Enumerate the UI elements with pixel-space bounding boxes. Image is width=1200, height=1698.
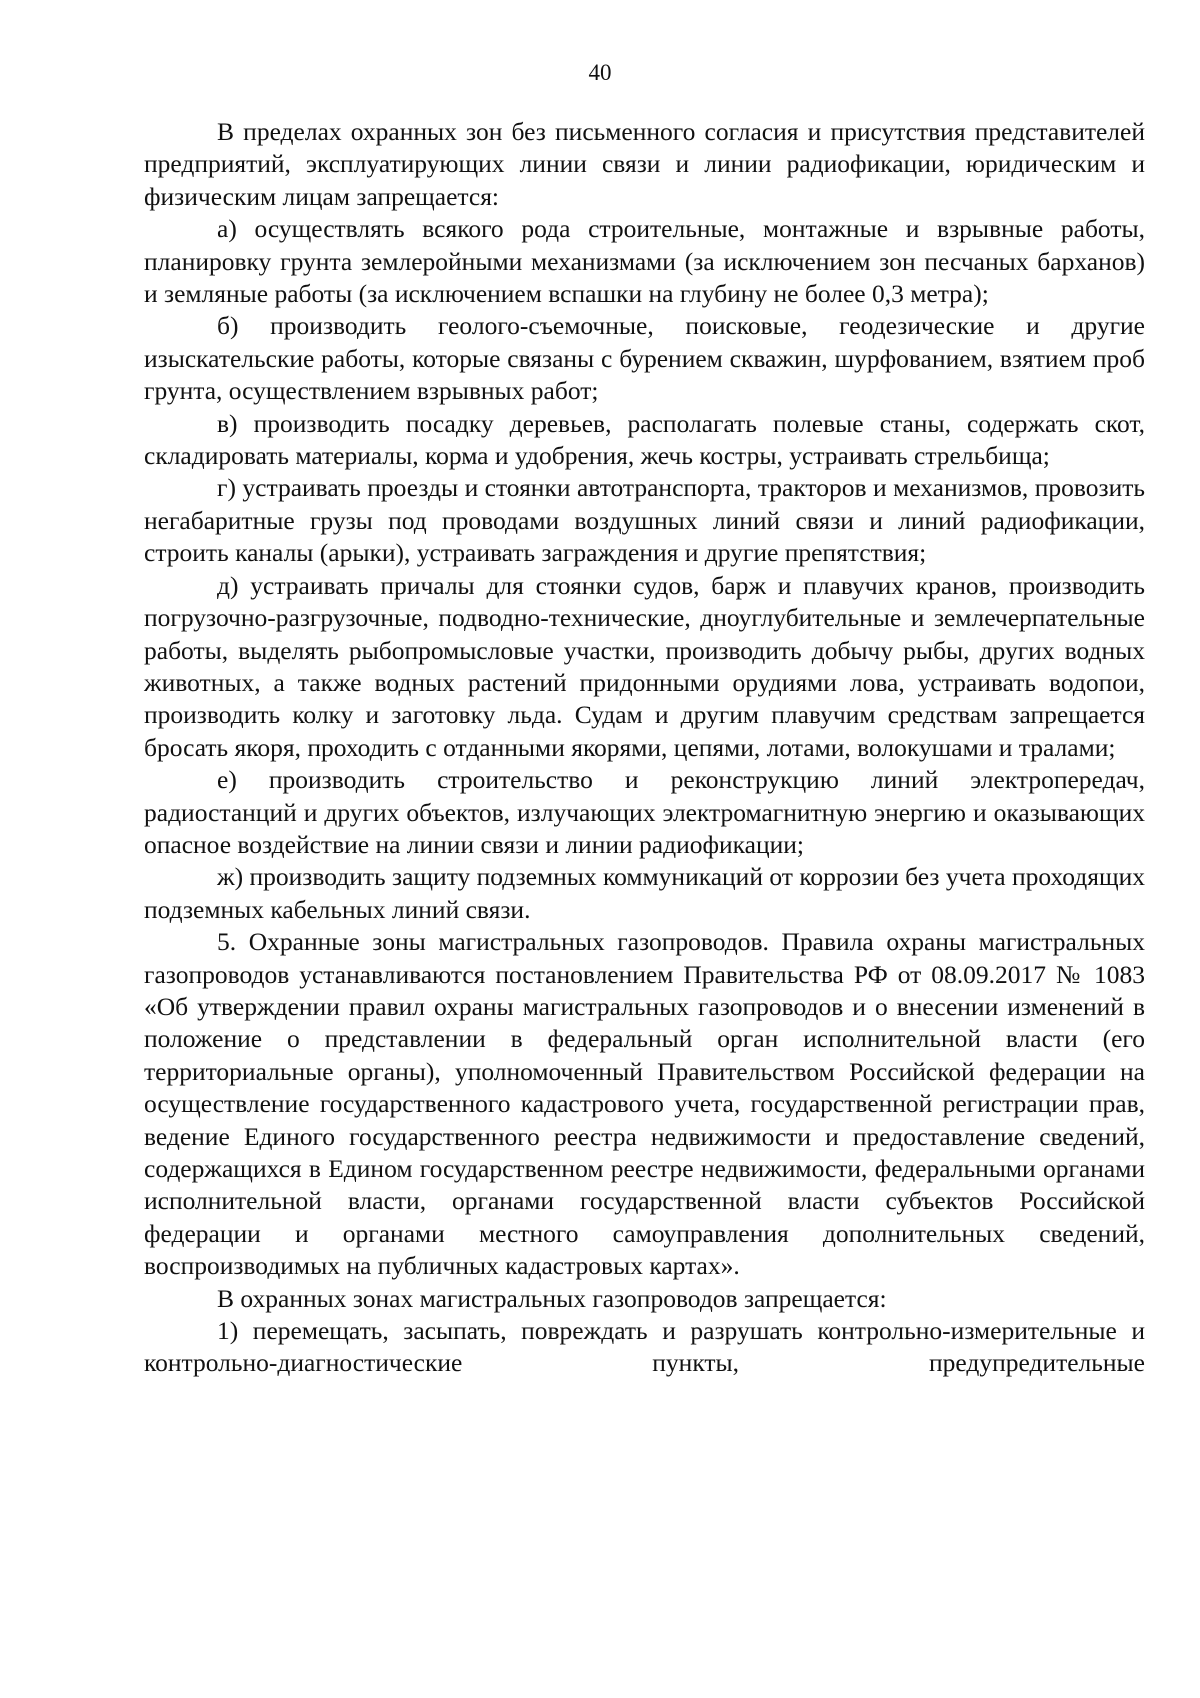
document-body xyxy=(144,116,1145,1380)
page-number: 40 xyxy=(588,60,612,85)
paragraph-item-a: а) осуществлять всякого рода строительные, монтажные и взрывные работы, планировку грунта землеройными механизмами (за исключением зон песчаных барханов) и земляные работы (за исключением вспашки на глубину не более 0,3 метра); xyxy=(144,214,1145,309)
paragraph-item-v: в) производить посадку деревьев, располагать полевые станы, содержать скот, складировать материалы, корма и удобрения, жечь костры, устраивать стрельбища; xyxy=(144,408,1145,471)
paragraph-protection-zone-intro: В пределах охранных зон без письменного согласия и присутствия представителей предприятий, эксплуатирующих линии связи и линии радиофикации, юридическим и физическим лицам запрещается: xyxy=(144,117,1145,211)
paragraph-item-zh: ж) производить защиту подземных коммуникаций от коррозии без учета проходящих подземных кабельных линий связи. xyxy=(144,862,1145,924)
paragraph-gas-pipeline-prohibitions-intro: В охранных зонах магистральных газопроводов запрещается: xyxy=(217,1283,887,1313)
paragraph-item-1: 1) перемещать, засыпать, повреждать и разрушать контрольно-измерительные и контрольно-диагностические пункты, предупредительные xyxy=(144,1316,1145,1378)
paragraph-item-d: д) устраивать причалы для стоянки судов, барж и плавучих кранов, производить погрузочно-разгрузочные, подводно-технические, дноуглубительные и землечерпательные работы, выделять рыбопромысловые участки, производить добычу рыбы, других водных животных, а также водных растений придонными орудиями лова, устраивать водопои, производить колку и заготовку льда. Судам и другим плавучим средствам запрещается бросать якоря, проходить с отданными якорями, цепями, лотами, волокушами и тралами; xyxy=(144,570,1145,762)
paragraph-section-5-gas-pipelines: 5. Охранные зоны магистральных газопроводов. Правила охраны магистральных газопроводов устанавливаются постановлением Правительства РФ от 08.09.2017 № 1083 «Об утверждении правил охраны магистральных газопроводов и о внесении изменений в положение о представлении в федеральный орган исполнительной власти (его территориальные органы), уполномоченный Правительством Российской федерации на осуществление государственного кадастрового учета, государственной регистрации прав, ведение Единого государственного реестра недвижимости и предоставление сведений, содержащихся в Едином государственном реестре недвижимости, федеральными органами исполнительной власти, органами государственной власти субъектов Российской федерации и органами местного самоуправления дополнительных сведений, воспроизводимых на публичных кадастровых картах». xyxy=(144,927,1145,1281)
paragraph-item-g: г) устраивать проезды и стоянки автотранспорта, тракторов и механизмов, провозить негабаритные грузы под проводами воздушных линий связи и линий радиофикации, строить каналы (арыки), устраивать заграждения и другие препятствия; xyxy=(144,473,1145,568)
paragraph-item-b: б) производить геолого-съемочные, поисковые, геодезические и другие изыскательские работы, которые связаны с бурением скважин, шурфованием, взятием проб грунта, осуществлением взрывных работ; xyxy=(144,311,1145,406)
paragraph-item-e: е) производить строительство и реконструкцию линий электропередач, радиостанций и других объектов, излучающих электромагнитную энергию и оказывающих опасное воздействие на линии связи и линии радиофикации; xyxy=(144,765,1145,859)
